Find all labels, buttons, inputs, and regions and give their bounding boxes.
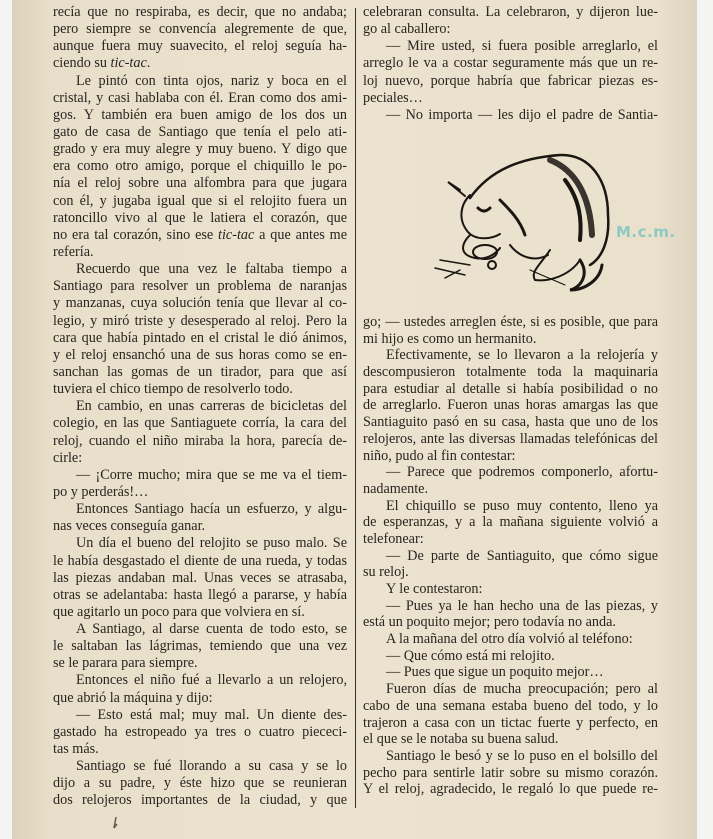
text-line: cirle:: [53, 449, 83, 466]
paragraph: [53, 73, 347, 262]
paragraph: [53, 707, 347, 758]
text-line: relojeros, ante las diversas llamadas telefónicas del: [363, 430, 658, 447]
text-line: po y perderás!…: [53, 483, 149, 500]
text-line: que abrió la máquina y dijo:: [53, 689, 213, 706]
text-line: las piezas andaban mal. Unas veces se atrasaba,: [53, 569, 347, 586]
text-line: telefonear:: [363, 530, 424, 547]
text-line: Entonces el niño fué a llevarlo a un relojero,: [76, 672, 347, 689]
text-line: — Que cómo está mi relojito.: [386, 647, 555, 664]
text-line: ratoncillo vivo al que le latiera el corazón, que: [53, 209, 347, 226]
text-line: era como otro amigo, porque el chiquillo le po-: [53, 158, 347, 175]
text-line: mi hijo es como un hermanito.: [363, 330, 537, 347]
text-line: Santiago se fué llorando a su casa y se lo: [76, 758, 347, 775]
text-line: descompusieron totalmente toda la maquinaria: [363, 364, 658, 381]
paragraph: [53, 535, 347, 621]
paragraph: [363, 748, 658, 798]
text-line: Santiaguito pasó en su casa, hasta que uno de los: [363, 414, 658, 431]
text-line: niño, pudo al fin contestar:: [363, 447, 516, 464]
text-line: pero siempre se convencía alegremente de que,: [53, 21, 347, 38]
text-line: pecho para sentirle latir sobre su mismo corazón.: [363, 764, 658, 781]
paragraph: [53, 398, 347, 467]
paragraph: [363, 631, 658, 648]
text-line: A Santiago, al darse cuenta de todo esto, se: [76, 621, 347, 638]
ink-mark: [112, 816, 118, 830]
text-line: Le pintó con tinta ojos, nariz y boca en el: [76, 72, 347, 89]
text-line: tuviera el chico tiempo de resolverlo todo.: [53, 381, 293, 398]
paragraph: [363, 681, 658, 748]
text-line: aunque fuera muy suavecito, el reloj seguía ha-: [53, 38, 347, 55]
paragraph: [363, 598, 658, 631]
text-line: A la mañana del otro día volvió al teléfono:: [386, 631, 633, 648]
text-line: recía que no respiraba, es decir, que no andaba;: [53, 4, 347, 20]
text-line: go; — ustedes arreglen éste, si es posible, que para: [363, 314, 658, 330]
text-line: de esperanzas, y a la mañana siguiente volvió a: [363, 514, 658, 531]
column-divider: [355, 8, 356, 808]
text-line: — Pues ya le han hecho una de las piezas, y: [386, 597, 658, 614]
text-line: no era tal corazón, sino ese tic-tac a que antes me: [53, 226, 347, 243]
text-line: gos. Y también era buen amigo de los dos un: [53, 106, 347, 123]
text-line: ciendo su tic-tac.: [53, 55, 151, 72]
paragraph: [363, 664, 658, 681]
paragraph: [53, 501, 347, 535]
text-line: — ¡Corre mucho; mira que se me va el tiem-: [76, 466, 347, 483]
text-line: go al caballero:: [363, 21, 451, 38]
paragraph: [363, 347, 658, 464]
text-line: legio, y miró triste y desesperado al reloj. Pero la: [53, 312, 347, 329]
text-line: trajeron a casa con un tictac fuerte y perfecto, en: [363, 714, 658, 731]
text-line: nadamente.: [363, 480, 428, 497]
text-line: cristal, y casi hablaba con él. Eran como dos ami-: [53, 89, 347, 106]
text-line: grado y era muy alegre y muy bueno. Y digo que: [53, 141, 347, 158]
text-line: — Pues que sigue un poquito mejor…: [386, 664, 604, 681]
paragraph: [53, 467, 347, 501]
text-line: cara que había pintado en el cristal le dió ánimos,: [53, 329, 347, 346]
text-line: celebraran consulta. La celebraron, y dijeron lue-: [363, 4, 658, 20]
text-line: y el reloj ensanchó una de sus horas como se en-: [53, 346, 347, 363]
text-line: Recuerdo que una vez le faltaba tiempo a: [76, 261, 347, 278]
text-line: — Esto está mal; muy mal. Un diente des-: [76, 706, 347, 723]
text-line: su reloj.: [363, 564, 409, 581]
paragraph: [53, 621, 347, 672]
text-line: sanchan las gomas de un tirador, para que así: [53, 363, 347, 380]
text-line: Efectivamente, se lo llevaron a la relojería y: [386, 347, 658, 364]
paragraph: [363, 581, 658, 598]
paragraph: [363, 38, 658, 107]
paragraph: [53, 261, 347, 398]
text-line: cabo de una semana estaba bueno del todo, y lo: [363, 697, 658, 714]
text-line: está un poquito mejor; pero todavía no anda.: [363, 614, 616, 631]
text-line: le había desgastado el diente de una rueda, y todas: [53, 552, 347, 569]
text-line: Un día el bueno del relojito se puso malo. Se: [76, 535, 347, 552]
text-line: loj nuevo, porque habría que fabricar piezas es-: [363, 72, 658, 89]
text-line: el que se le notaba su buena salud.: [363, 731, 559, 748]
text-line: dos relojeros importantes de la ciudad, y que: [53, 792, 347, 809]
text-line: Y el reloj, agradecido, le regaló lo que puede re-: [363, 781, 658, 798]
text-line: En cambio, en unas carreras de bicicletas del: [76, 398, 347, 415]
paragraph: [363, 498, 658, 548]
right-column-top: [363, 4, 658, 124]
text-line: nas veces conseguía ganar.: [53, 518, 206, 535]
text-line: arreglo le va a costar seguramente más que un re-: [363, 55, 658, 72]
paragraph: [363, 4, 658, 38]
paragraph: [363, 548, 658, 581]
text-line: que agitarlo un poco para que volviera en sí.: [53, 603, 305, 620]
text-line: Santiago le besó y se lo puso en el bolsillo del: [386, 747, 658, 764]
paragraph: [363, 464, 658, 497]
text-line: — Mire usted, si fuera posible arreglarlo, el: [386, 38, 658, 55]
text-line: — Parece que podremos componerlo, afortu-: [386, 464, 658, 481]
text-line: — De parte de Santiaguito, que cómo sigue: [386, 547, 658, 564]
text-line: refería.: [53, 243, 94, 260]
text-line: El chiquillo se puso muy contento, lleno ya: [386, 497, 658, 514]
text-line: dijo a su padre, y éste hizo que se reunieran: [53, 775, 347, 792]
text-line: con él, y jugaba igual que si el relojito fuera un: [53, 192, 347, 209]
watermark-logo: M.c.m.: [616, 223, 676, 241]
paragraph: [53, 672, 347, 706]
paragraph: [363, 314, 658, 347]
right-column-bottom: [363, 314, 658, 798]
cat-playing-with-watch-illustration: [430, 140, 620, 300]
paragraph: [53, 758, 347, 809]
text-line: colegio, en las que Santiaguete corría, la cara del: [53, 415, 347, 432]
text-line: Entonces Santiago hacía un esfuerzo, y algu-: [76, 501, 347, 518]
text-line: reloj, cuando el niño miraba la hora, parecía de-: [53, 432, 347, 449]
paragraph: [53, 4, 347, 73]
paragraph: [363, 648, 658, 665]
text-line: se le parara para siempre.: [53, 655, 198, 672]
text-line: gastado ha estropeado ya tres o cuatro piececi-: [53, 723, 347, 740]
text-line: para estudiar al detalle si había posibilidad o no: [363, 380, 658, 397]
text-line: otras se adelantaba: hasta llegó a pararse, y había: [53, 586, 347, 603]
text-line: Fueron días de mucha preocupación; pero al: [386, 681, 658, 698]
text-line: de arreglarlo. Fueron unas horas amargas las que: [363, 397, 658, 414]
paragraph: [363, 107, 658, 124]
text-line: Y le contestaron:: [386, 581, 483, 597]
text-line: — No importa — les dijo el padre de Santia-: [386, 106, 658, 123]
text-line: gato de casa de Santiago que tenía el pelo ati-: [53, 123, 347, 140]
text-line: Santiago para resolver un problema de naranjas: [53, 278, 347, 295]
text-line: peciales…: [363, 89, 423, 106]
text-line: y manzanas, cuya solución tenía que llevar al co-: [53, 295, 347, 312]
text-line: nía el reloj sobre una alfombra para que jugara: [53, 175, 347, 192]
left-column: [53, 4, 347, 810]
text-line: le saltaban las lágrimas, temiendo que una vez: [53, 638, 347, 655]
text-line: tas más.: [53, 741, 99, 758]
